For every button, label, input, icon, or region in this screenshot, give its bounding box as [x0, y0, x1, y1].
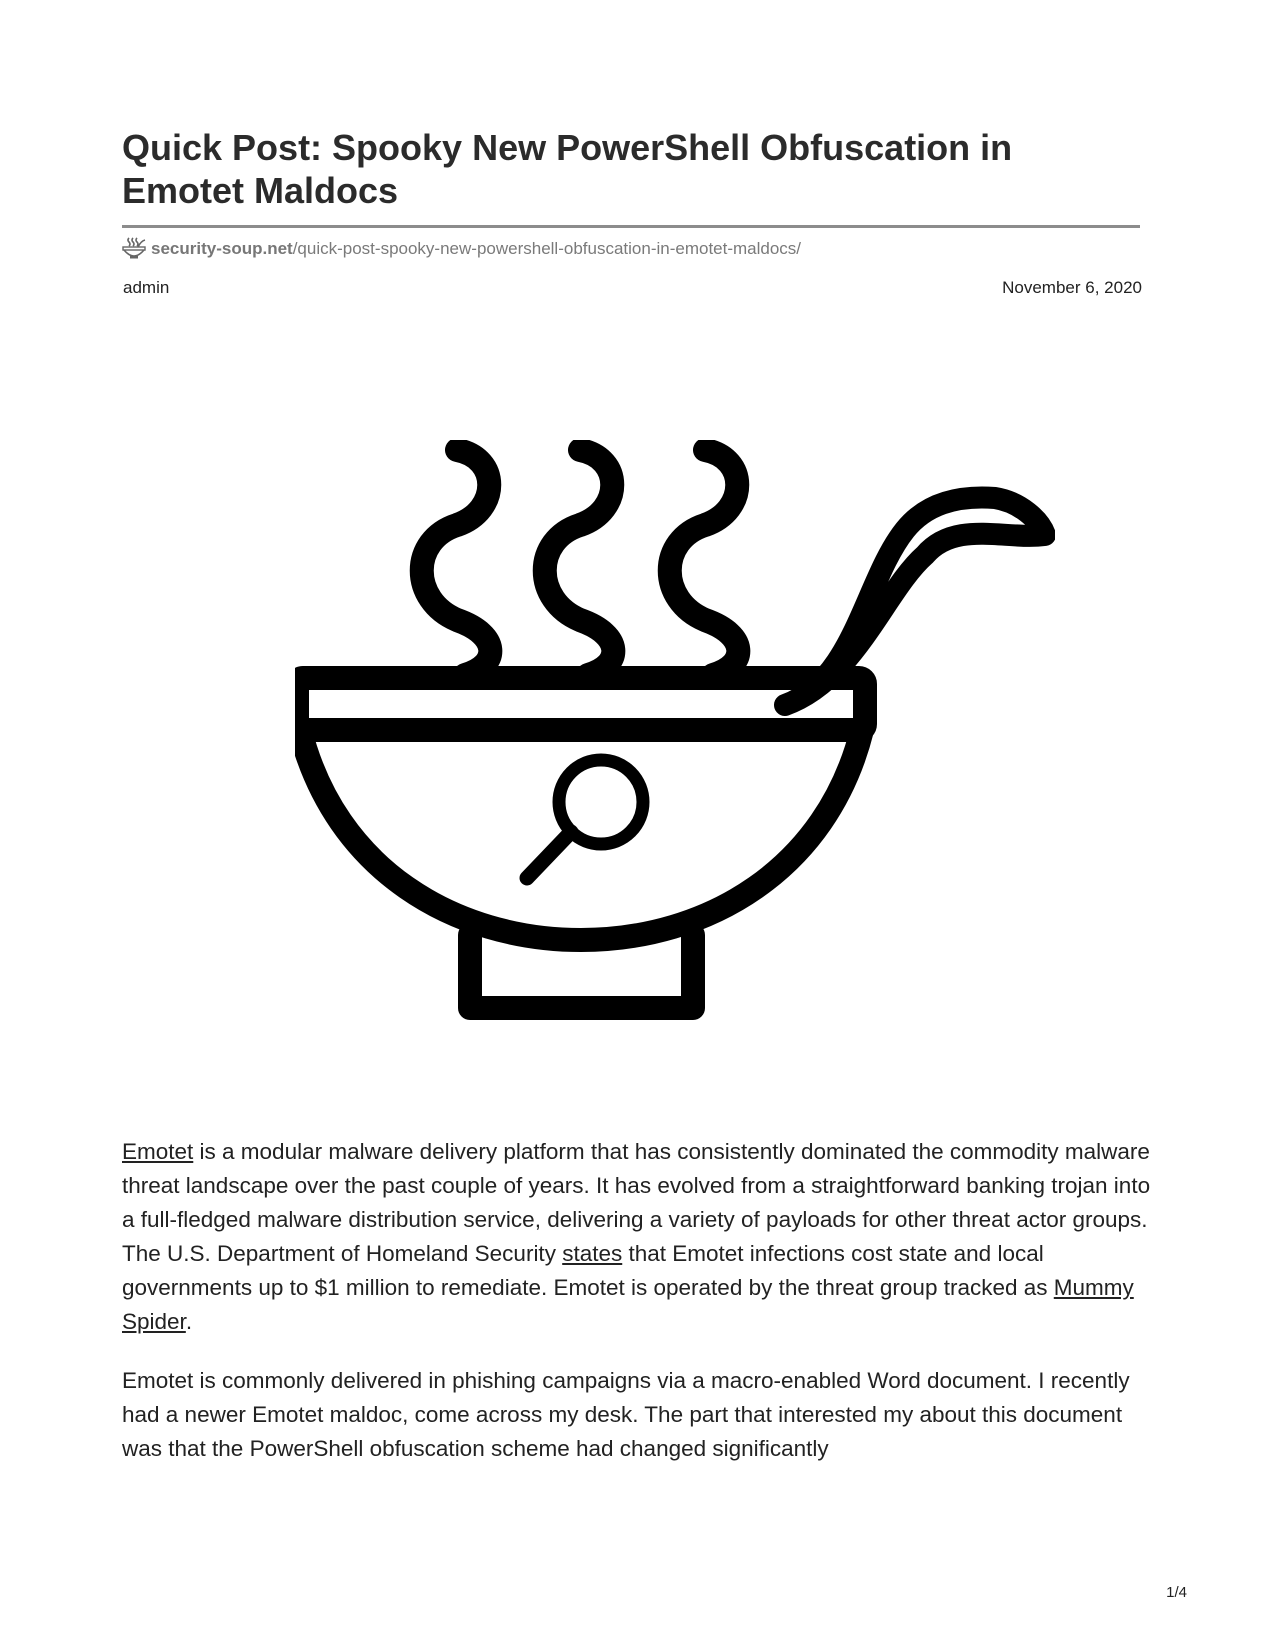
- author-name: admin: [123, 278, 170, 297]
- states-link[interactable]: states: [562, 1241, 623, 1266]
- article-title: Quick Post: Spooky New PowerShell Obfuscation in Emotet Maldocs: [122, 127, 1013, 211]
- publish-date: November 6, 2020: [1002, 278, 1142, 297]
- url-path[interactable]: /quick-post-spooky-new-powershell-obfuscation-in-emotet-maldocs/: [292, 239, 802, 258]
- steam-wave-icon: [670, 450, 739, 675]
- url-domain[interactable]: security-soup.net: [151, 239, 293, 258]
- steaming-soup-bowl-with-magnifier-icon: [295, 440, 1055, 1070]
- page-number: 1/4: [1166, 1584, 1187, 1601]
- source-url[interactable]: [122, 237, 1142, 261]
- title-divider: [122, 225, 1140, 228]
- delivery-paragraph: Emotet is commonly delivered in phishing campaigns via a macro-enabled Word document. I recently had a newer Emotet maldoc, come across my desk. The part that interested my about this document was that the PowerShell obfuscation scheme had changed significantly: [122, 1368, 1130, 1461]
- emotet-link[interactable]: Emotet: [122, 1139, 194, 1164]
- paragraph-text: .: [185, 1309, 193, 1334]
- paragraph-text: that Emotet infections cost state and local governments up to $1 million to remediate. Emotet is operated by the threat group tracked as: [122, 1241, 1054, 1300]
- steam-wave-icon: [422, 450, 491, 675]
- intro-paragraph: [122, 1135, 1152, 1339]
- paragraph-text: is a modular malware delivery platform that has consistently dominated the commodity malware threat landscape over the past couple of years. It has evolved from a straightforward banking trojan into a full-fledged malware distribution service, delivering a variety of payloads for other threat actor groups. The U.S. Department of Homeland Security: [122, 1139, 1151, 1266]
- soup-bowl-icon: [122, 237, 146, 259]
- mummy-spider-link[interactable]: Mummy Spider: [122, 1275, 1134, 1334]
- steam-wave-icon: [545, 450, 614, 675]
